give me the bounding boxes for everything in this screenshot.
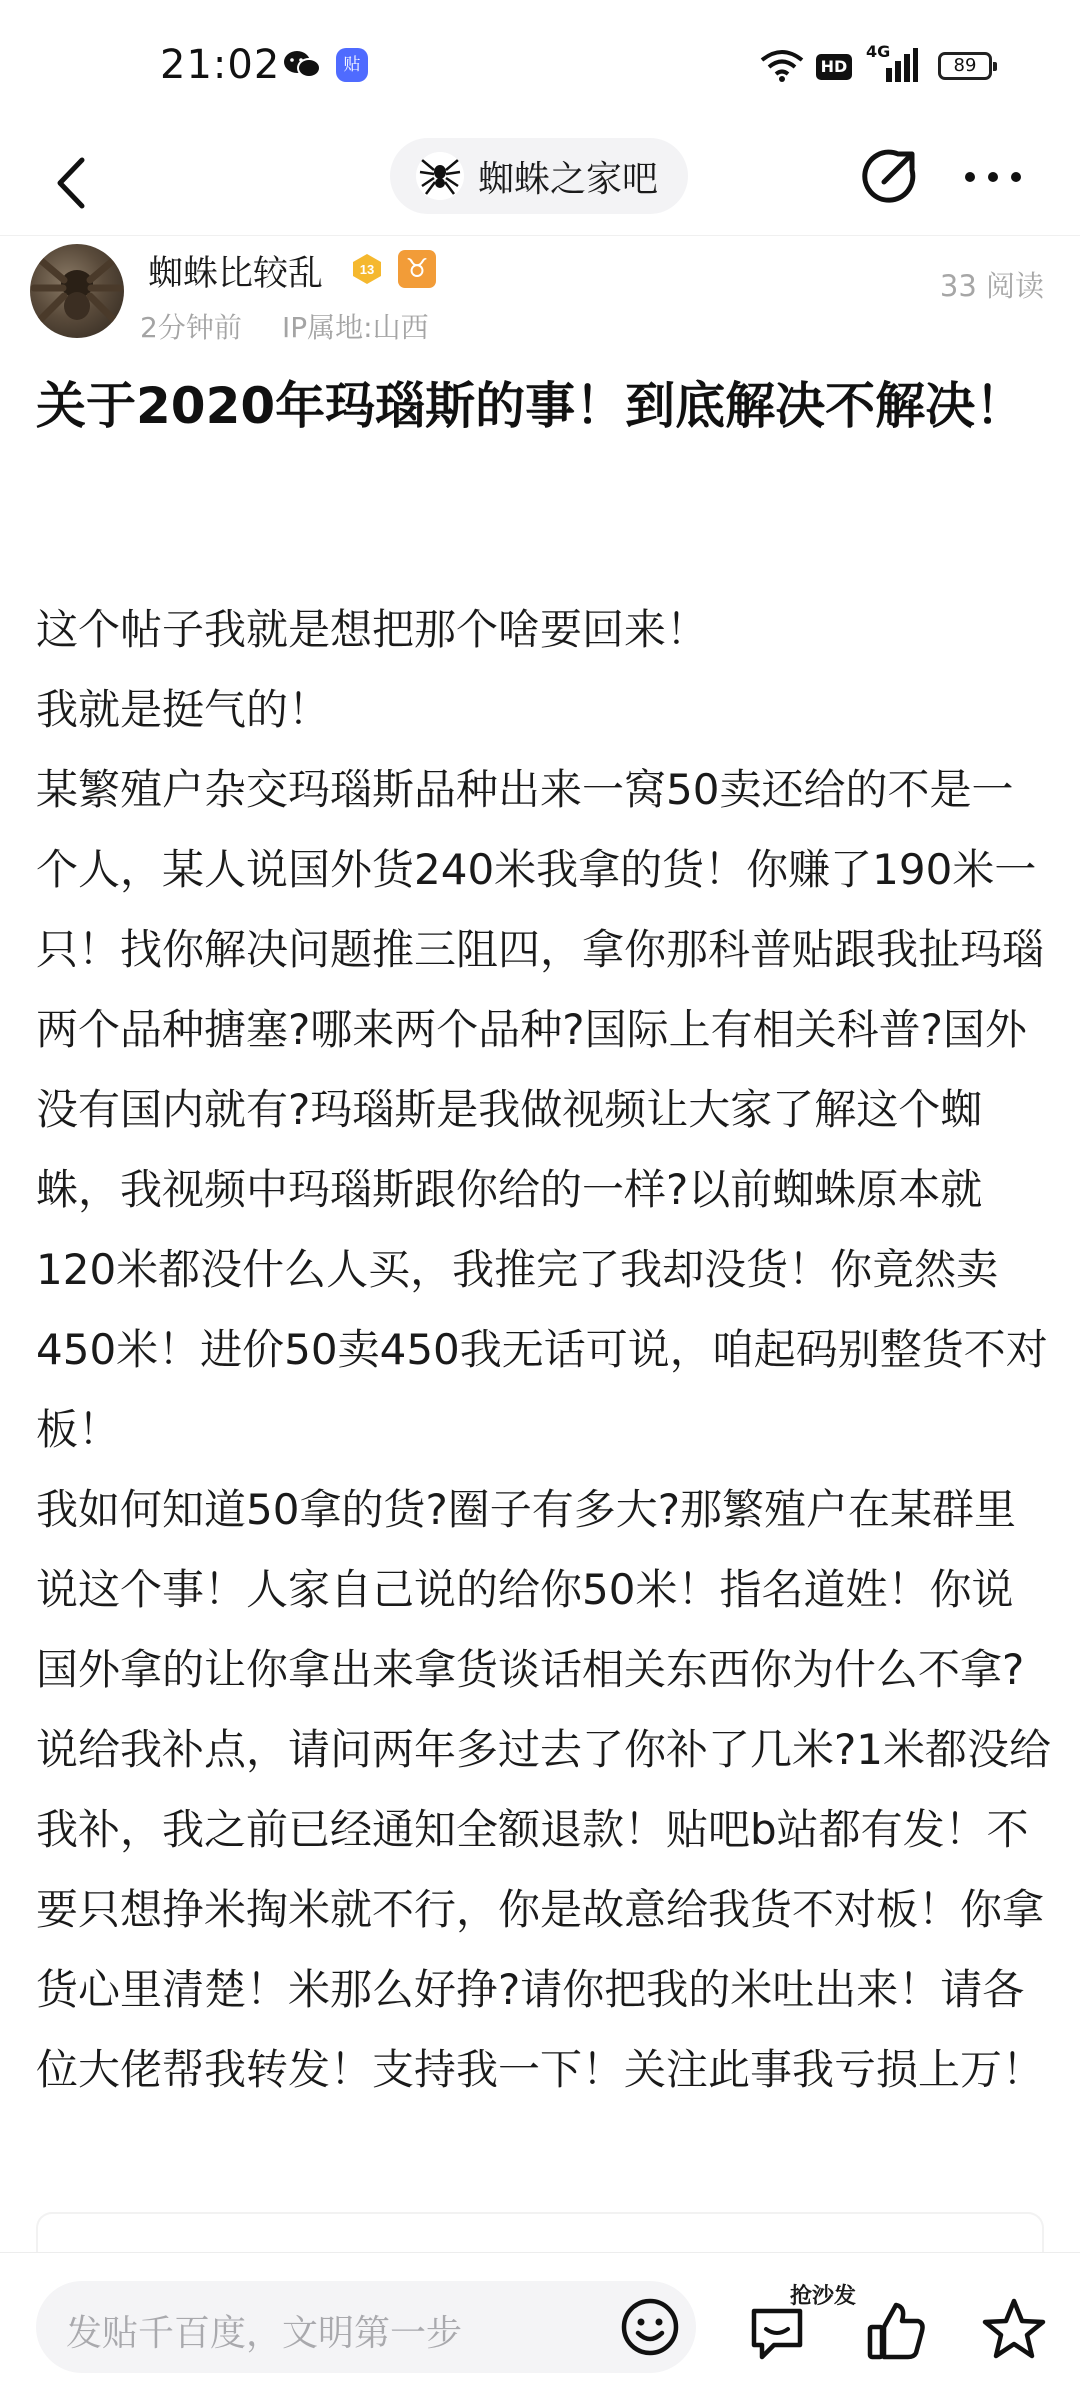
star-icon[interactable] (980, 2295, 1048, 2363)
network-type: 4G (866, 42, 891, 61)
post-body (36, 590, 1051, 2110)
read-count: 33 阅读 (939, 269, 1044, 303)
like-icon[interactable] (862, 2297, 930, 2365)
post-paragraph: 我就是挺气的！ (36, 685, 331, 734)
tarantula-avatar-icon (30, 244, 124, 338)
taurus-zodiac-icon: ♉ (398, 250, 436, 288)
emoji-icon[interactable] (618, 2295, 682, 2359)
bottom-action-bar (0, 2252, 1080, 2400)
wechat-icon (282, 50, 322, 80)
forum-link[interactable] (390, 138, 688, 214)
hd-badge: HD (816, 54, 852, 80)
share-icon[interactable] (858, 144, 922, 208)
author-name[interactable]: 蜘蛛比较乱 (148, 254, 324, 294)
tieba-app-icon: 贴 (336, 48, 368, 82)
post-paragraph: 我如何知道50拿的货?圈子有多大?那繁殖户在某群里说这个事！人家自己说的给你50米！指名道姓！你说国外拿的让你拿出来拿货谈话相关东西你为什么不拿?说给我补点，请问两年多过去了你补了几米?1米都没给我补，我之前已经通知全额退款！贴吧b站都有发！不要只想挣米掏米就不行，你是故意给我货不对板！你拿货心里清楚！米那么好挣?请你把我的米吐出来！请各位大佬帮我转发！支持我一下！关注此事我亏损上万！ (36, 1485, 1052, 2094)
post-paragraph: 某繁殖户杂交玛瑙斯品种出来一窝50卖还给的不是一个人，某人说国外货240米我拿的货！你赚了190米一只！找你解决问题推三阻四，拿你那科普贴跟我扯玛瑙两个品种搪塞?哪来两个品种?国际上有相关科普?国外没有国内就有?玛瑙斯是我做视频让大家了解这个蜘蛛，我视频中玛瑙斯跟你给的一样?以前蜘蛛原本就120米都没什么人买，我推完了我却没货！你竟然卖450米！进价50卖450我无话可说，咱起码别整货不对板！ (36, 765, 1048, 1454)
post-paragraph: 这个帖子我就是想把那个啥要回来！ (36, 605, 709, 654)
ip-location: IP属地:山西 (282, 311, 429, 344)
comment-placeholder: 发贴千百度，文明第一步 (66, 2313, 463, 2354)
battery-indicator: 89 (938, 52, 992, 80)
signal-icon (866, 46, 918, 84)
status-time: 21:02 (160, 42, 281, 88)
grab-sofa-label: 抢沙发 (790, 2284, 857, 2309)
level-badge-icon (350, 252, 384, 286)
spider-logo-icon (416, 152, 464, 200)
top-nav-bar (0, 130, 1080, 236)
post-title: 关于2020年玛瑙斯的事！到底解决不解决！ (36, 377, 1026, 435)
level-number: 13 (359, 262, 375, 277)
next-card-edge (36, 2212, 1044, 2252)
more-icon[interactable] (958, 152, 1028, 202)
forum-name: 蜘蛛之家吧 (478, 158, 659, 200)
comment-input[interactable] (36, 2281, 696, 2373)
back-icon[interactable] (40, 148, 110, 218)
author-avatar[interactable] (30, 244, 124, 338)
status-bar (0, 0, 1080, 130)
post-time: 2分钟前 (140, 311, 242, 344)
wifi-icon (760, 48, 804, 82)
